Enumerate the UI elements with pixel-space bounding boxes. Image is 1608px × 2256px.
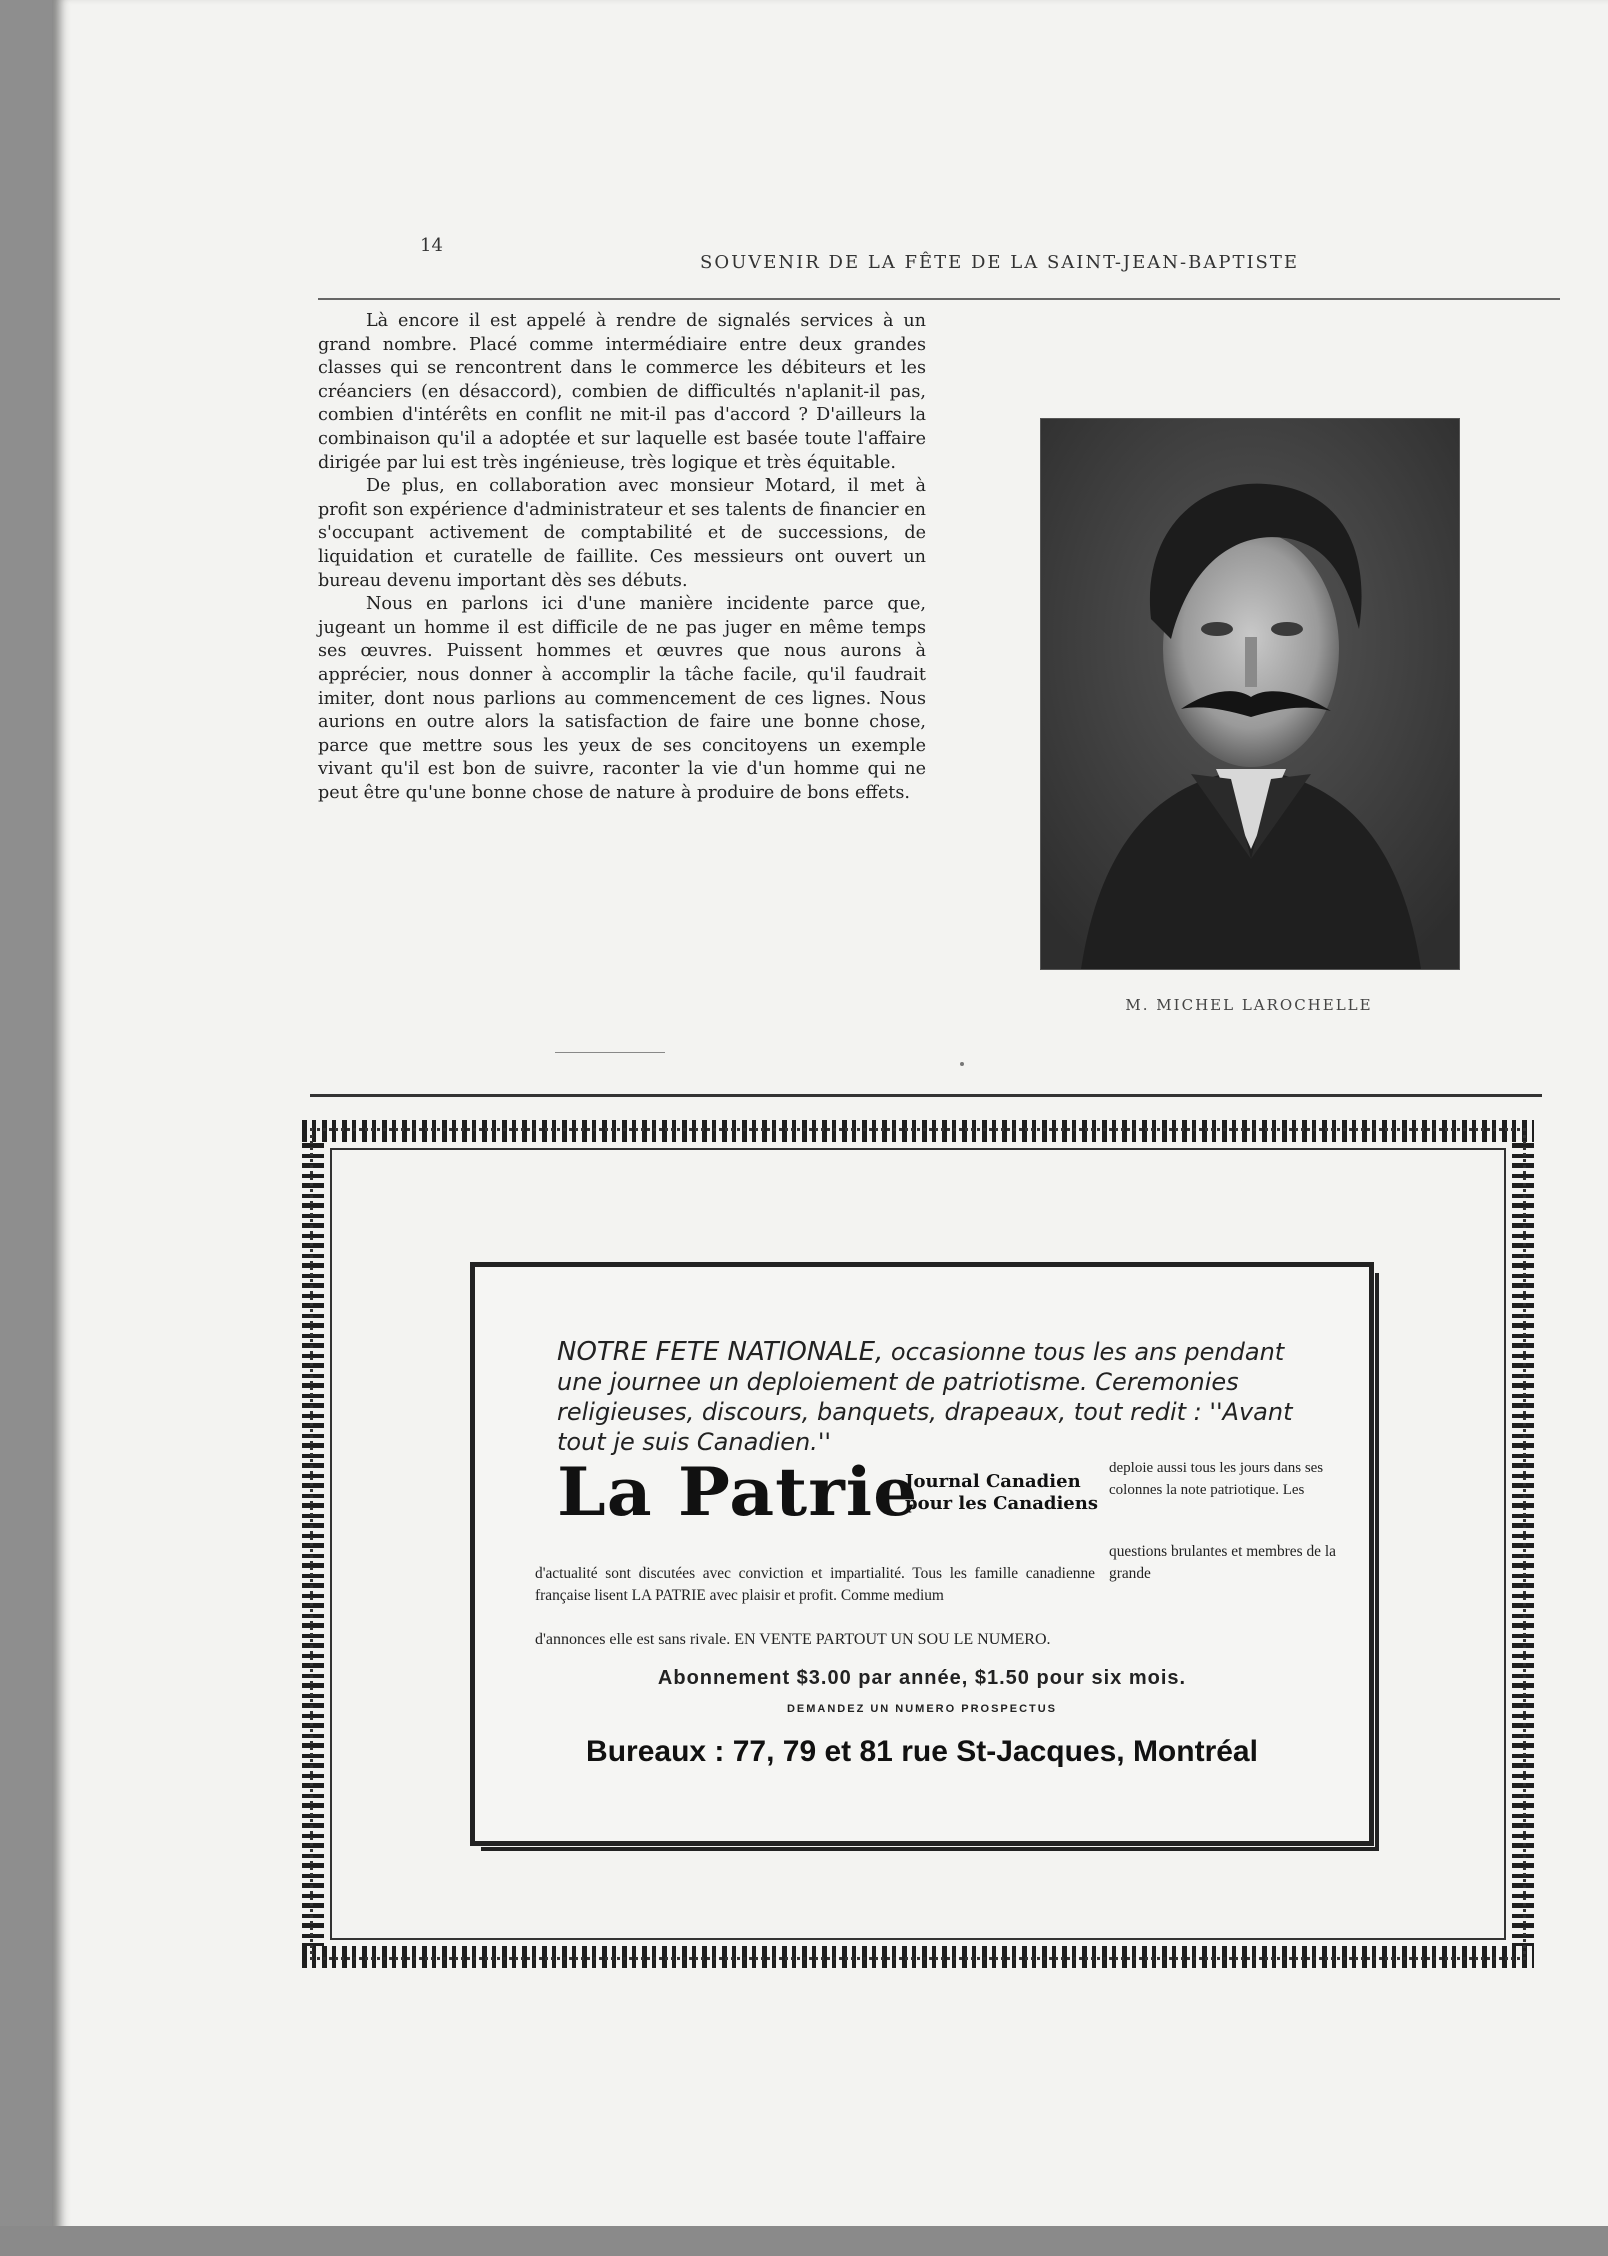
scan-speck — [960, 1062, 964, 1066]
page-number: 14 — [420, 235, 443, 256]
advertisement-box — [470, 1262, 1374, 1846]
la-patrie-logo: La Patrie — [557, 1453, 919, 1531]
logo-tagline — [905, 1471, 1098, 1515]
article-paragraph-1: Là encore il est appelé à rendre de signalés services à un grand nombre. Placé comme intermédiaire entre deux grandes classes qui se rencontrent dans le commerce les débiteurs et les créanciers (en désaccord), combien de difficultés n'aplanit-il pas, combien d'intérêts en conflit ne mit-il pas d'accord ? D'ailleurs la combinaison qu'il a adoptée et sur laquelle est basée toute l'affaire dirigée par lui est très ingénieuse, très logique et très équitable. — [318, 311, 926, 473]
article-paragraph-3: Nous en parlons ici d'une manière incidente parce que, jugeant un homme il est difficile de ne pas juger en même temps ses œuvres. Puissent hommes et œuvres que nous aurons à apprécier, nous donner à accomplir la tâche facile, qu'il faudrait imiter, dont nous parlions au commencement de ces lignes. Nous aurions en outre alors la satisfaction de faire une bonne chose, parce que mettre sous les yeux de ses concitoyens un exemple vivant qu'il est bon de suivre, raconter la vie d'un homme qui ne peut être qu'une bonne chose de nature à produire de bons effets. — [318, 594, 926, 803]
portrait-caption: M. MICHEL LAROCHELLE — [1125, 996, 1373, 1014]
intro-rest: occasionne tous les ans pendant une journee un deploiement de patriotisme. Ceremonies religieuses, discours, banquets, drapeaux, tout redit : ''Avant tout je suis Canadien.'' — [557, 1338, 1293, 1456]
advertisement-intro — [557, 1337, 1307, 1457]
running-title: SOUVENIR DE LA FÊTE DE LA SAINT-JEAN-BAPTISTE — [700, 252, 1300, 273]
office-address: Bureaux : 77, 79 et 81 rue St-Jacques, Montréal — [586, 1735, 1258, 1768]
advertisement-body-right: questions brulantes et membres de la grande — [1109, 1543, 1336, 1582]
subscription-price: Abonnement $3.00 par année, $1.50 pour six mois. — [657, 1667, 1187, 1689]
article-paragraph-2: De plus, en collaboration avec monsieur Motard, il met à profit son expérience d'administrateur et ses talents de financier en s'occupant activement de comptabilité et de successions, de liquidation et curatelle de faillite. Ces messieurs ont ouvert un bureau devenu important dès ses débuts. — [318, 476, 926, 591]
scan-bottom-strip — [0, 2226, 1608, 2256]
logo-side-text: deploie aussi tous les jours dans ses colonnes la note patriotique. Les — [1109, 1460, 1324, 1498]
header-rule — [318, 298, 1560, 300]
article-body — [318, 310, 926, 805]
logo-row — [557, 1453, 1347, 1531]
portrait-photo — [1040, 418, 1460, 970]
tagline-line-2: pour les Canadiens — [905, 1493, 1098, 1514]
portrait-illustration — [1041, 419, 1459, 969]
prospectus-line: DEMANDEZ UN NUMERO PROSPECTUS — [786, 1703, 1058, 1715]
advertisement-sale-line: d'annonces elle est sans rivale. EN VENTE PARTOUT UN SOU LE NUMERO. — [535, 1631, 1051, 1648]
tagline-line-1: Journal Canadien — [905, 1471, 1081, 1492]
section-divider — [555, 1052, 665, 1053]
intro-lead: NOTRE FETE NATIONALE, — [557, 1337, 884, 1367]
advertisement-body: d'actualité sont discutées avec conviction et impartialité. Tous les famille canadienne française lisent LA PATRIE avec plaisir et profit. Comme medium — [535, 1565, 1095, 1604]
advertisement-rule — [310, 1094, 1542, 1097]
